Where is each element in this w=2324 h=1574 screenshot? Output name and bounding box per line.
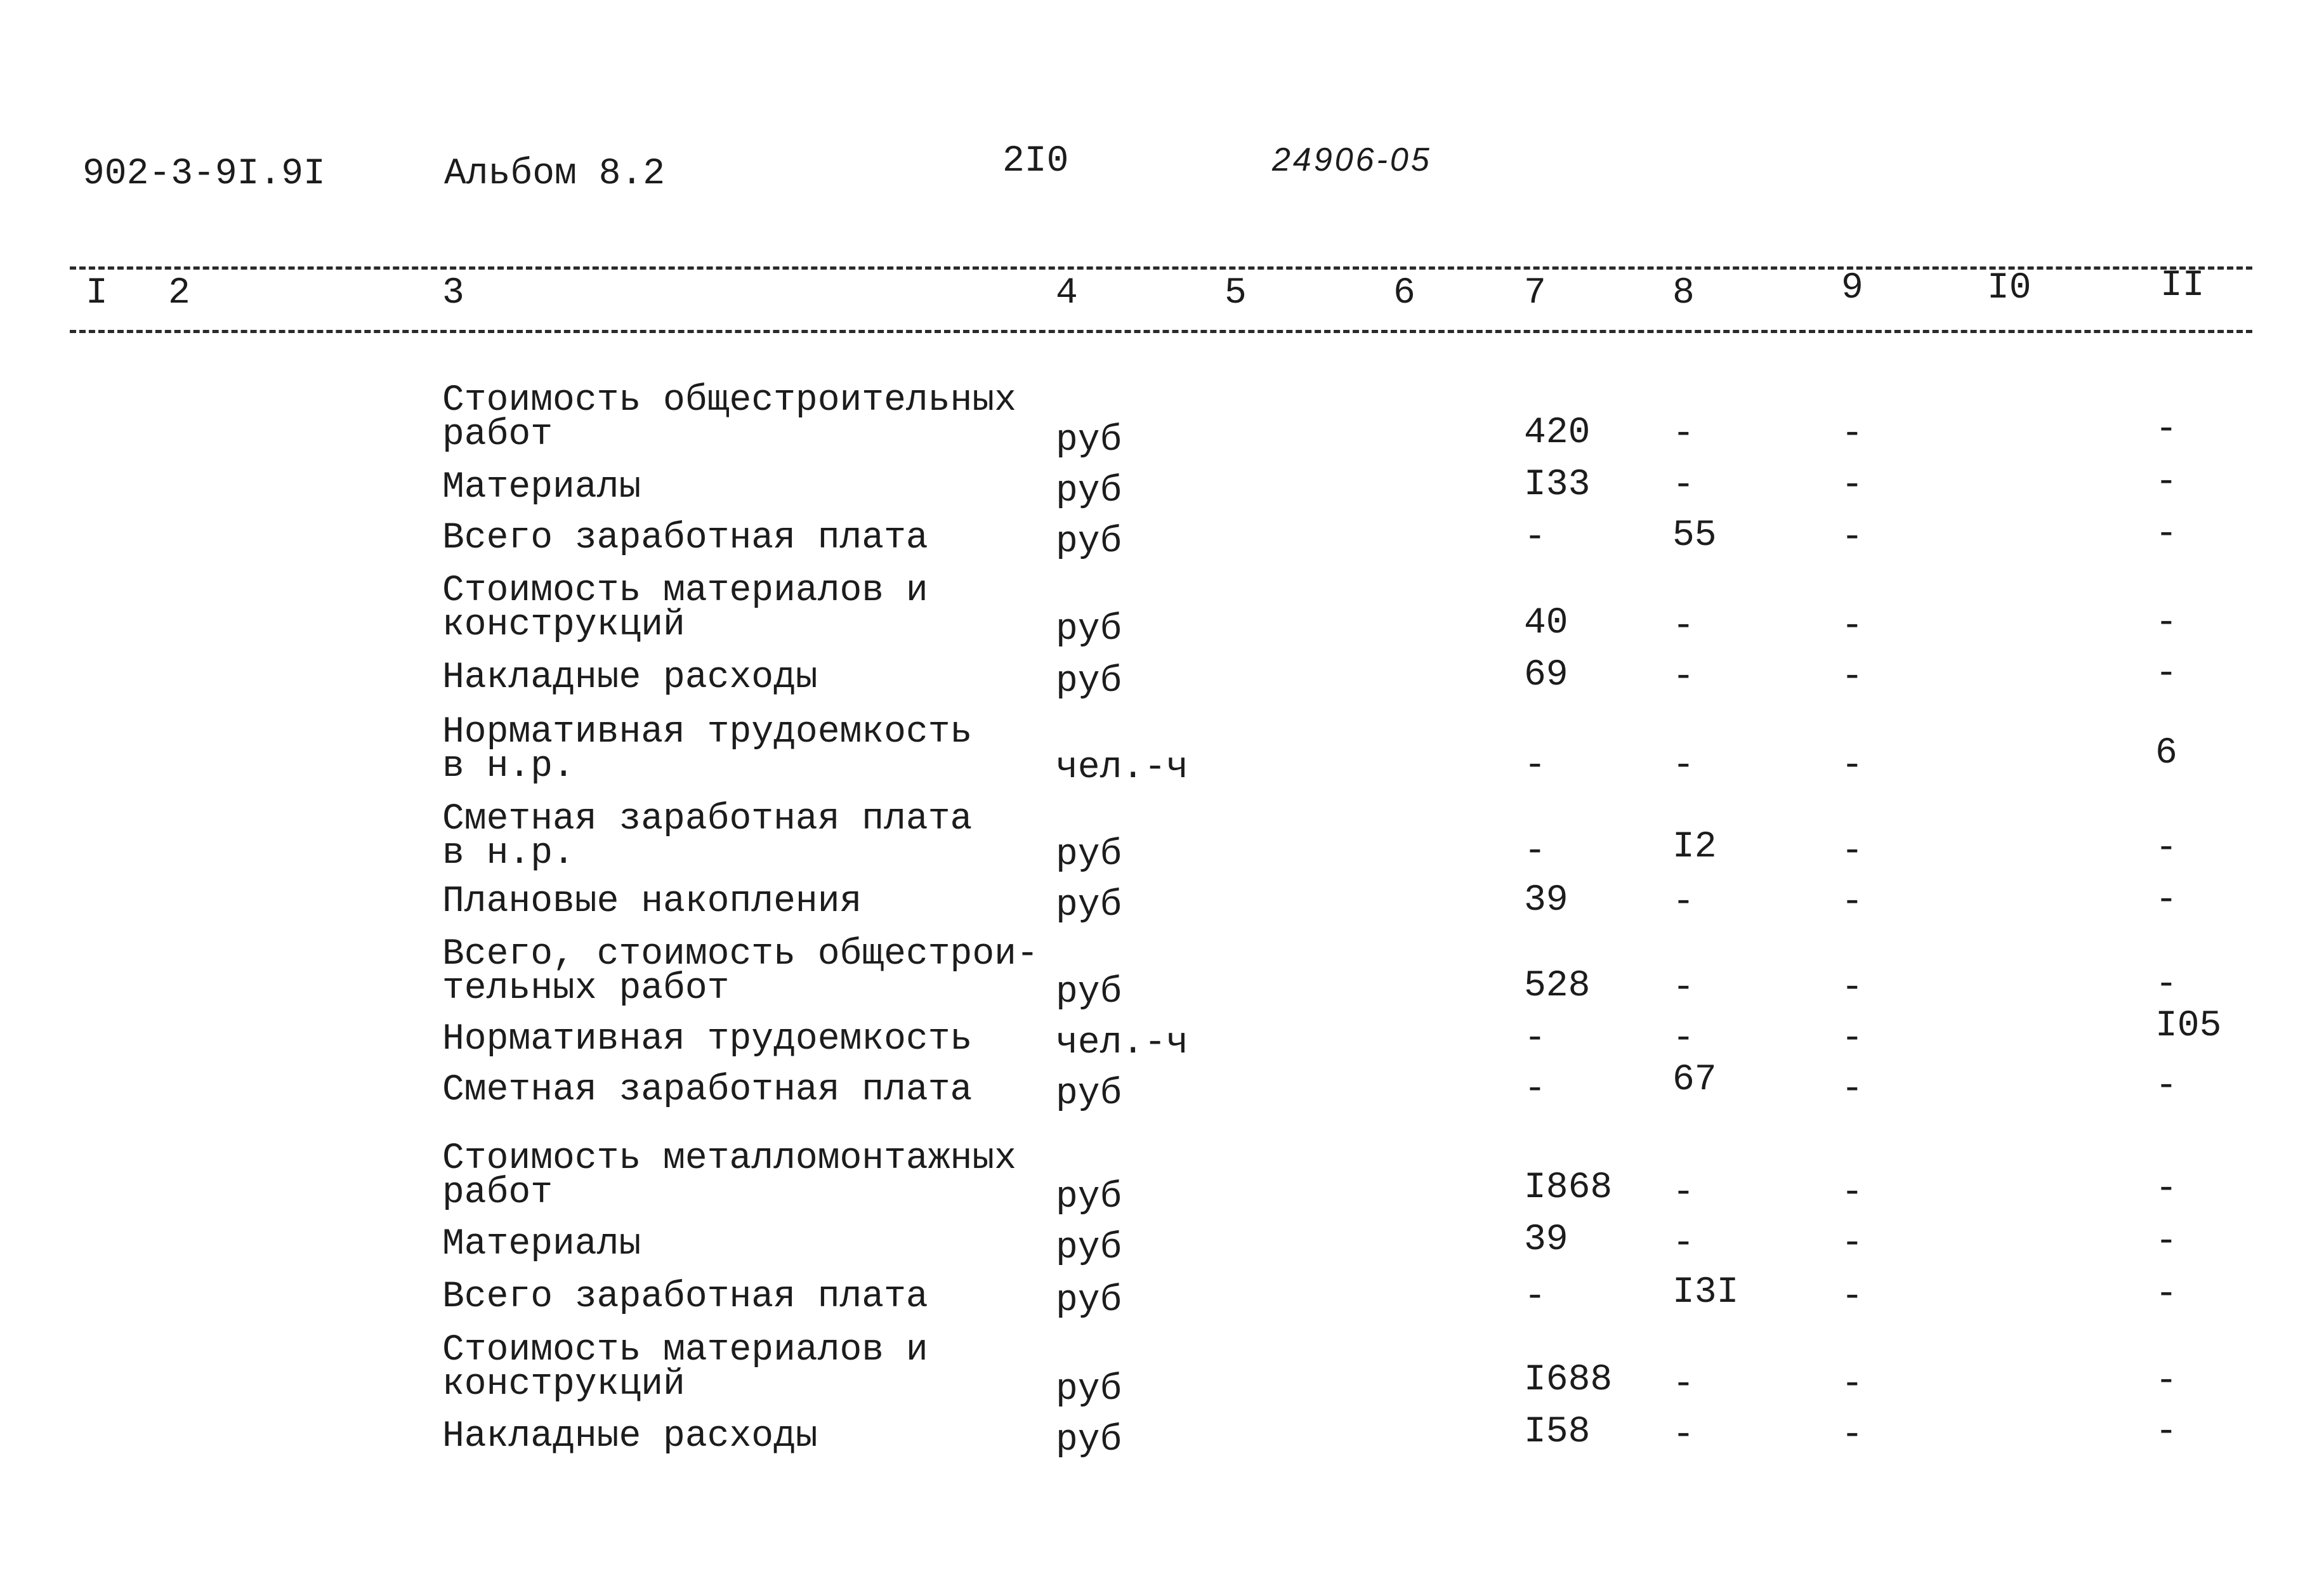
row-col7: - [1524, 517, 1546, 558]
album-label: Альбом 8.2 [444, 154, 666, 195]
row-unit: руб [1056, 972, 1122, 1013]
header-rule-top [70, 266, 2252, 270]
row-col11: - [2155, 1274, 2177, 1315]
column-header-9: 9 [1841, 268, 1863, 309]
row-description: Сметная заработная плата в н.р. [442, 799, 973, 874]
row-col9: - [1841, 1223, 1863, 1264]
row-col11: - [2155, 1066, 2177, 1107]
row-col7: 39 [1524, 1219, 1568, 1261]
row-col8: - [1672, 967, 1695, 1009]
row-description: Стоимость материалов и конструкций [442, 570, 928, 646]
row-col9: - [1841, 1415, 1863, 1456]
row-col11: - [2155, 653, 2177, 695]
row-col8: 55 [1672, 515, 1717, 556]
row-unit: руб [1056, 661, 1122, 702]
column-header-3: 3 [442, 273, 464, 314]
row-col7: - [1524, 831, 1546, 872]
row-col7: I33 [1524, 464, 1591, 506]
row-unit: руб [1056, 521, 1122, 563]
column-header-11: II [2160, 265, 2205, 306]
row-col8: - [1672, 465, 1695, 506]
row-col7: I58 [1524, 1412, 1591, 1453]
row-col9: - [1841, 967, 1863, 1009]
row-col7: - [1524, 1276, 1546, 1318]
row-col8: - [1672, 1172, 1695, 1214]
row-unit: руб [1056, 420, 1122, 461]
row-description: Стоимость материалов и конструкций [442, 1330, 928, 1405]
row-description: Нормативная трудоемкость [442, 1019, 973, 1060]
row-unit: руб [1056, 1280, 1122, 1322]
row-col7: I688 [1524, 1360, 1613, 1401]
row-col7: - [1524, 1069, 1546, 1110]
row-description: Материалы [442, 1224, 641, 1265]
row-unit: чел.-ч [1056, 1023, 1188, 1064]
row-col9: - [1841, 517, 1863, 558]
column-header-4: 4 [1056, 273, 1078, 314]
column-header-5: 5 [1224, 273, 1247, 314]
header-rule-bottom [70, 330, 2252, 333]
row-col8: - [1672, 882, 1695, 923]
row-description: Накладные расходы [442, 657, 818, 698]
row-col8: - [1672, 606, 1695, 647]
column-header-8: 8 [1672, 273, 1695, 314]
row-unit: руб [1056, 1177, 1122, 1218]
column-header-2: 2 [168, 273, 190, 314]
row-description: Накладные расходы [442, 1416, 818, 1457]
row-col11: - [2155, 603, 2177, 644]
row-col9: - [1841, 465, 1863, 506]
row-col9: - [1841, 1172, 1863, 1214]
row-col11: - [2155, 964, 2177, 1006]
row-description: Нормативная трудоемкость в н.р. [442, 712, 973, 787]
row-col9: - [1841, 831, 1863, 872]
row-col8: 67 [1672, 1059, 1717, 1101]
row-col11: I05 [2155, 1006, 2222, 1047]
row-col9: - [1841, 1364, 1863, 1405]
row-unit: руб [1056, 609, 1122, 650]
row-col9: - [1841, 882, 1863, 923]
row-col11: - [2155, 828, 2177, 869]
row-unit: руб [1056, 1228, 1122, 1269]
row-col8: - [1672, 1223, 1695, 1264]
row-description: Всего заработная плата [442, 518, 928, 559]
row-col8: - [1672, 414, 1695, 455]
column-header-10: I0 [1987, 268, 2032, 309]
row-col8: - [1672, 745, 1695, 787]
row-col11: - [2155, 1169, 2177, 1210]
row-col11: - [2155, 409, 2177, 450]
document-number: 24906-05 [1272, 141, 1432, 178]
row-unit: руб [1056, 1369, 1122, 1410]
row-col7: - [1524, 745, 1546, 787]
row-unit: руб [1056, 471, 1122, 512]
row-col8: - [1672, 1415, 1695, 1456]
row-col8: - [1672, 657, 1695, 698]
row-description: Сметная заработная плата [442, 1070, 973, 1111]
row-col9: - [1841, 657, 1863, 698]
row-description: Стоимость общестроительных работ [442, 380, 1016, 456]
row-description: Всего, стоимость общестрои- тельных работ [442, 934, 1039, 1009]
row-col7: 528 [1524, 966, 1591, 1007]
row-description: Плановые накопления [442, 881, 862, 922]
row-col7: 420 [1524, 412, 1591, 454]
column-header-1: I [86, 273, 108, 314]
row-description: Материалы [442, 467, 641, 508]
row-description: Всего заработная плата [442, 1276, 928, 1318]
row-col7: I868 [1524, 1167, 1613, 1209]
row-col11: - [2155, 1221, 2177, 1262]
row-description: Стоимость металломонтажных работ [442, 1138, 1016, 1214]
row-col9: - [1841, 414, 1863, 455]
row-unit: чел.-ч [1056, 747, 1188, 789]
row-col7: 39 [1524, 880, 1568, 921]
row-unit: руб [1056, 885, 1122, 926]
row-unit: руб [1056, 1420, 1122, 1461]
row-col8: - [1672, 1364, 1695, 1405]
row-col8: I3I [1672, 1272, 1739, 1313]
row-col9: - [1841, 606, 1863, 647]
row-col8: - [1672, 1018, 1695, 1059]
row-col11: 6 [2155, 733, 2177, 774]
row-col9: - [1841, 1018, 1863, 1059]
row-col7: 69 [1524, 655, 1568, 696]
row-col7: 40 [1524, 603, 1568, 644]
row-col11: - [2155, 462, 2177, 503]
row-col11: - [2155, 1412, 2177, 1453]
row-col9: - [1841, 1276, 1863, 1318]
row-col9: - [1841, 1069, 1863, 1110]
column-header-7: 7 [1524, 273, 1546, 314]
row-unit: руб [1056, 834, 1122, 876]
row-col11: - [2155, 514, 2177, 555]
row-col11: - [2155, 1361, 2177, 1402]
project-code: 902-3-9I.9I [82, 154, 325, 195]
column-header-6: 6 [1393, 273, 1415, 314]
row-col8: I2 [1672, 827, 1717, 868]
row-unit: руб [1056, 1073, 1122, 1115]
row-col7: - [1524, 1018, 1546, 1059]
row-col9: - [1841, 745, 1863, 787]
page-number: 2I0 [1002, 141, 1069, 182]
row-col11: - [2155, 880, 2177, 921]
